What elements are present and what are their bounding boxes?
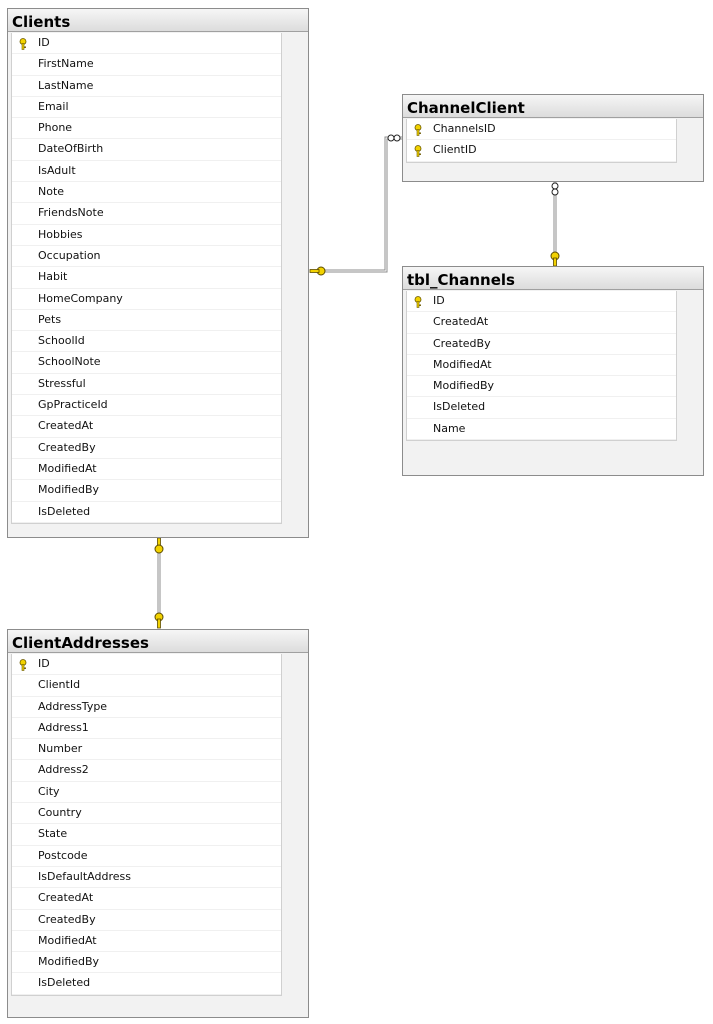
- column-name: ChannelsID: [433, 122, 496, 135]
- table-title: tbl_Channels: [403, 267, 703, 290]
- column-name: Postcode: [38, 848, 88, 862]
- column-row[interactable]: [12, 782, 281, 803]
- table-clientaddresses[interactable]: [7, 629, 309, 1018]
- primary-key-icon: [18, 658, 28, 670]
- column-row[interactable]: [407, 376, 676, 397]
- column-name: CreatedAt: [38, 419, 94, 433]
- column-row[interactable]: [12, 331, 281, 352]
- column-name: State: [38, 827, 68, 841]
- column-name: ModifiedAt: [38, 933, 97, 947]
- column-name: ID: [38, 36, 50, 49]
- table-clients[interactable]: [7, 8, 309, 538]
- column-row[interactable]: [12, 76, 281, 97]
- column-row[interactable]: [12, 973, 281, 994]
- column-row[interactable]: [12, 739, 281, 760]
- column-row[interactable]: [12, 97, 281, 118]
- column-row[interactable]: [12, 161, 281, 182]
- column-name: LastName: [38, 78, 94, 92]
- table-title: ClientAddresses: [8, 630, 308, 653]
- column-name: ID: [433, 294, 445, 307]
- column-list: [11, 33, 282, 524]
- column-name: CreatedAt: [38, 891, 94, 905]
- column-name: Stressful: [38, 376, 86, 390]
- column-name: IsDeleted: [38, 504, 91, 518]
- primary-key-icon: [413, 123, 423, 135]
- column-name: FriendsNote: [38, 206, 104, 220]
- column-row[interactable]: [407, 312, 676, 333]
- column-list: [11, 654, 282, 996]
- column-row[interactable]: [12, 118, 281, 139]
- table-channels[interactable]: [402, 266, 704, 476]
- column-name: AddressType: [38, 699, 108, 713]
- table-title: Clients: [8, 9, 308, 32]
- column-row[interactable]: [12, 54, 281, 75]
- column-name: Phone: [38, 121, 73, 135]
- column-row[interactable]: [12, 654, 281, 675]
- column-name: ClientID: [433, 143, 477, 157]
- primary-key-icon: [413, 144, 423, 156]
- column-name: CreatedAt: [433, 315, 489, 329]
- column-row[interactable]: [12, 33, 281, 54]
- column-row[interactable]: [407, 140, 676, 161]
- column-row[interactable]: [12, 480, 281, 501]
- column-name: ModifiedBy: [433, 379, 494, 393]
- column-name: ModifiedBy: [38, 483, 99, 497]
- column-row[interactable]: [12, 910, 281, 931]
- column-row[interactable]: [12, 225, 281, 246]
- key-endpoint-icon: [155, 613, 163, 628]
- column-row[interactable]: [12, 931, 281, 952]
- column-row[interactable]: [12, 310, 281, 331]
- column-row[interactable]: [12, 502, 281, 523]
- column-list: [406, 291, 677, 441]
- column-row[interactable]: [12, 803, 281, 824]
- column-row[interactable]: [12, 416, 281, 437]
- column-row[interactable]: [12, 697, 281, 718]
- column-row[interactable]: [12, 760, 281, 781]
- column-row[interactable]: [12, 352, 281, 373]
- relationship-clients-channelclient[interactable]: [310, 138, 403, 271]
- column-row[interactable]: [407, 355, 676, 376]
- column-row[interactable]: [12, 203, 281, 224]
- column-row[interactable]: [12, 867, 281, 888]
- column-name: SchoolNote: [38, 355, 101, 369]
- column-name: Number: [38, 742, 83, 756]
- column-name: Note: [38, 185, 65, 199]
- column-name: Occupation: [38, 248, 101, 262]
- primary-key-icon: [413, 295, 423, 307]
- column-name: FirstName: [38, 57, 94, 71]
- column-row[interactable]: [12, 888, 281, 909]
- column-name: DateOfBirth: [38, 142, 104, 156]
- column-name: Habit: [38, 270, 68, 284]
- column-name: HomeCompany: [38, 291, 123, 305]
- primary-key-icon: [18, 37, 28, 49]
- table-title: ChannelClient: [403, 95, 703, 118]
- column-row[interactable]: [407, 119, 676, 140]
- column-name: ModifiedAt: [433, 357, 492, 371]
- column-row[interactable]: [407, 397, 676, 418]
- column-name: IsDeleted: [38, 976, 91, 990]
- column-name: ModifiedBy: [38, 955, 99, 969]
- column-name: SchoolId: [38, 334, 85, 348]
- column-row[interactable]: [12, 846, 281, 867]
- column-name: IsDefaultAddress: [38, 869, 131, 883]
- column-name: CreatedBy: [38, 912, 96, 926]
- column-row[interactable]: [12, 718, 281, 739]
- column-name: Hobbies: [38, 227, 83, 241]
- key-endpoint-icon: [551, 252, 559, 266]
- column-name: ClientId: [38, 678, 81, 692]
- column-name: Pets: [38, 312, 62, 326]
- column-name: ModifiedAt: [38, 461, 97, 475]
- column-row[interactable]: [12, 246, 281, 267]
- column-row[interactable]: [12, 289, 281, 310]
- column-row[interactable]: [12, 824, 281, 845]
- column-name: Address1: [38, 720, 89, 734]
- infinity-endpoint-icon: [388, 135, 400, 141]
- column-row[interactable]: [407, 419, 676, 440]
- column-row[interactable]: [12, 459, 281, 480]
- column-row[interactable]: [12, 267, 281, 288]
- table-channelclient[interactable]: [402, 94, 704, 182]
- column-name: Country: [38, 806, 82, 820]
- column-name: IsDeleted: [433, 400, 486, 414]
- column-row[interactable]: [12, 139, 281, 160]
- column-name: GpPracticeId: [38, 398, 108, 412]
- column-row[interactable]: [12, 374, 281, 395]
- key-endpoint-icon: [310, 267, 325, 275]
- column-name: CreatedBy: [433, 336, 491, 350]
- column-row[interactable]: [12, 438, 281, 459]
- column-name: IsAdult: [38, 163, 76, 177]
- column-row[interactable]: [12, 675, 281, 696]
- column-name: Email: [38, 99, 69, 113]
- column-row[interactable]: [12, 952, 281, 973]
- column-name: Name: [433, 421, 466, 435]
- column-row[interactable]: [407, 334, 676, 355]
- column-row[interactable]: [407, 291, 676, 312]
- column-name: Address2: [38, 763, 89, 777]
- infinity-endpoint-icon: [552, 183, 558, 195]
- column-row[interactable]: [12, 395, 281, 416]
- key-endpoint-icon: [155, 538, 163, 553]
- column-list: [406, 119, 677, 163]
- column-row[interactable]: [12, 182, 281, 203]
- column-name: ID: [38, 657, 50, 670]
- column-name: City: [38, 784, 60, 798]
- column-name: CreatedBy: [38, 440, 96, 454]
